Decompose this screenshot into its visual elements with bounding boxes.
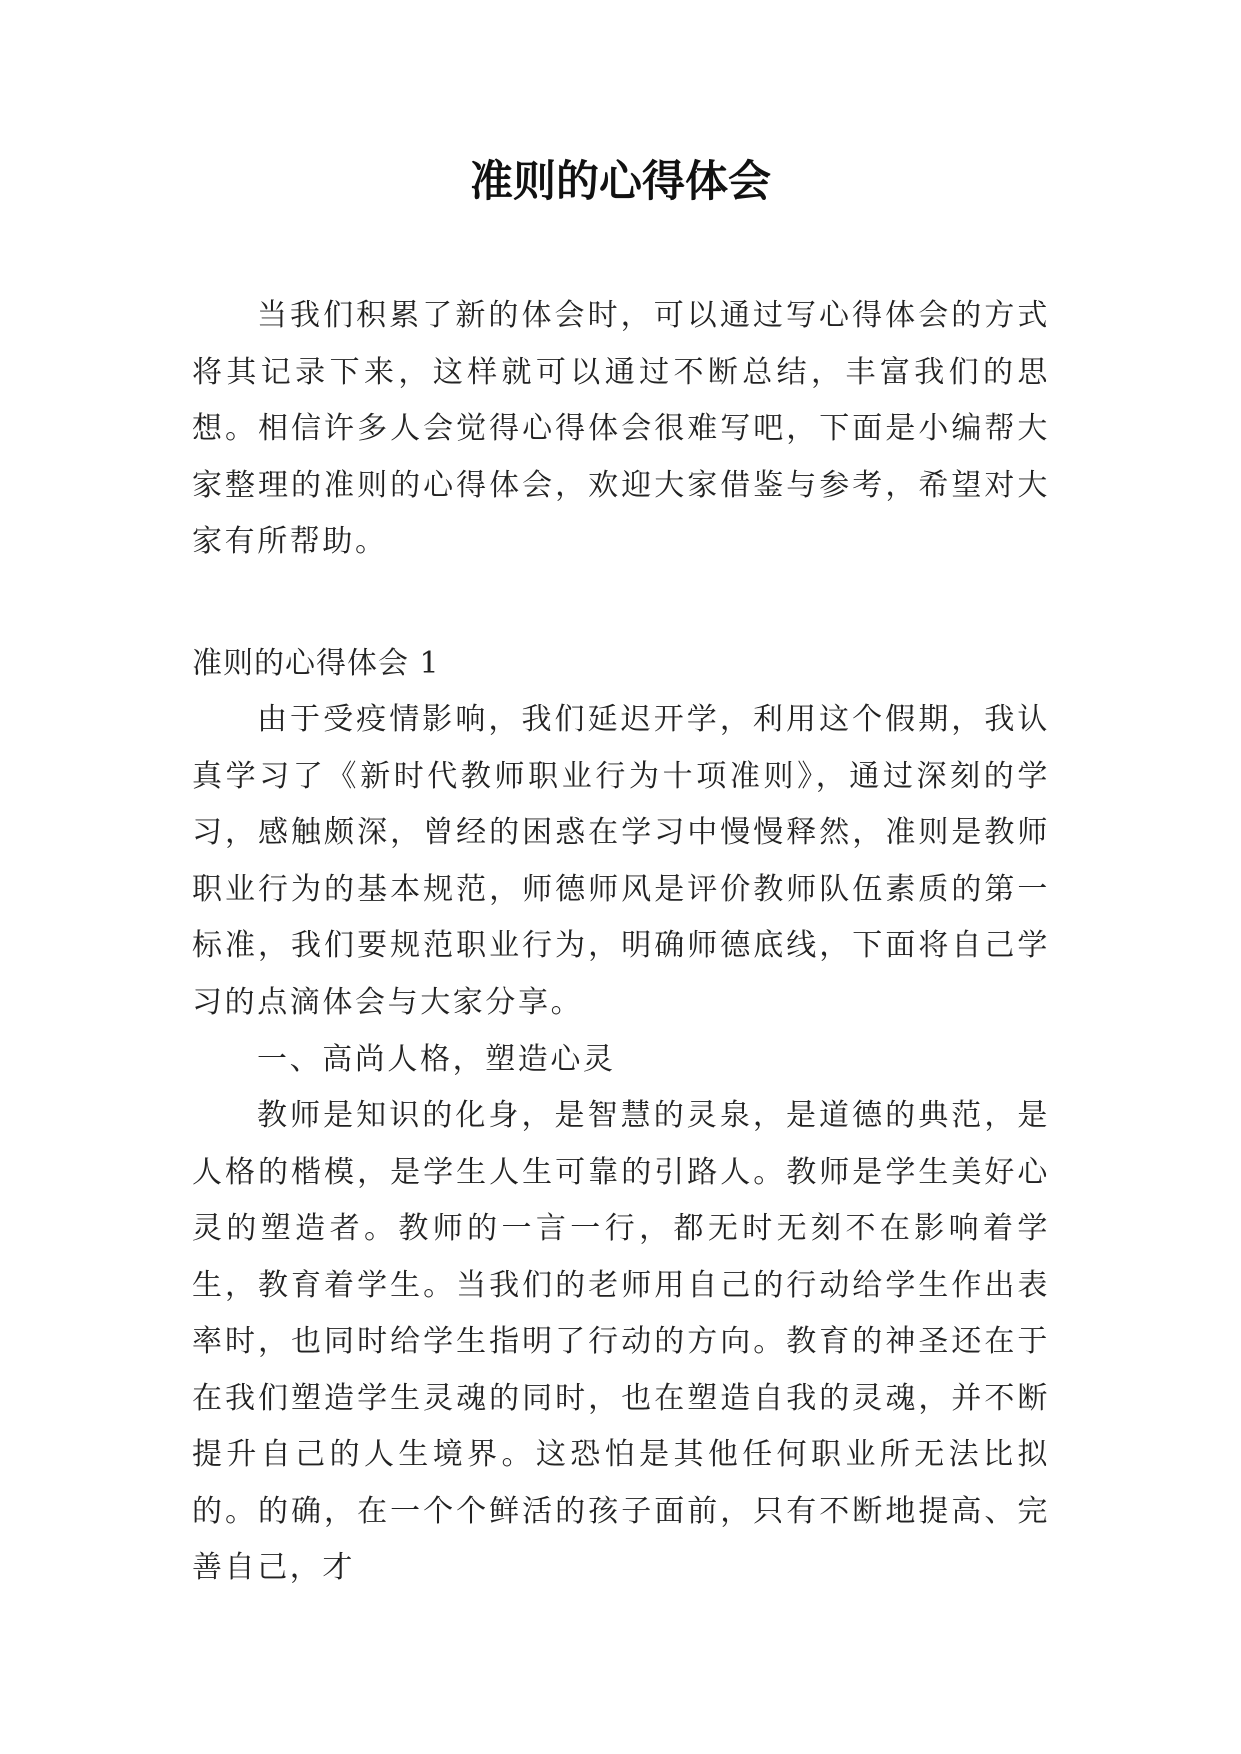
intro-paragraph: 当我们积累了新的体会时，可以通过写心得体会的方式将其记录下来，这样就可以通过不断总结，丰富我们的思想。相信许多人会觉得心得体会很难写吧，下面是小编帮大家整理的准则的心得体会，欢迎大家借鉴与参考，希望对大家有所帮助。 — [192, 298, 1050, 559]
body-paragraph-2: 教师是知识的化身，是智慧的灵泉，是道德的典范，是人格的楷模，是学生人生可靠的引路人。教师是学生美好心灵的塑造者。教师的一言一行，都无时无刻不在影响着学生，教育着学生。当我们的老师用自己的行动给学生作出表率时，也同时给学生指明了行动的方向。教育的神圣还在于在我们塑造学生灵魂的同时，也在塑造自我的灵魂，并不断提升自己的人生境界。这恐怕是其他任何职业所无法比拟的。的确，在一个个鲜活的孩子面前，只有不断地提高、完善自己，才 — [192, 1098, 1050, 1585]
section-heading: 准则的心得体会 1 — [192, 646, 440, 681]
sub-heading: 一、高尚人格，塑造心灵 — [257, 1042, 616, 1077]
body-paragraph-1: 由于受疫情影响，我们延迟开学，利用这个假期，我认真学习了《新时代教师职业行为十项准则》，通过深刻的学习，感触颇深，曾经的困惑在学习中慢慢释然，准则是教师职业行为的基本规范，师德师风是评价教师队伍素质的第一标准，我们要规范职业行为，明确师德底线，下面将自己学习的点滴体会与大家分享。 — [192, 702, 1050, 1020]
document-title: 准则的心得体会 — [470, 157, 771, 207]
